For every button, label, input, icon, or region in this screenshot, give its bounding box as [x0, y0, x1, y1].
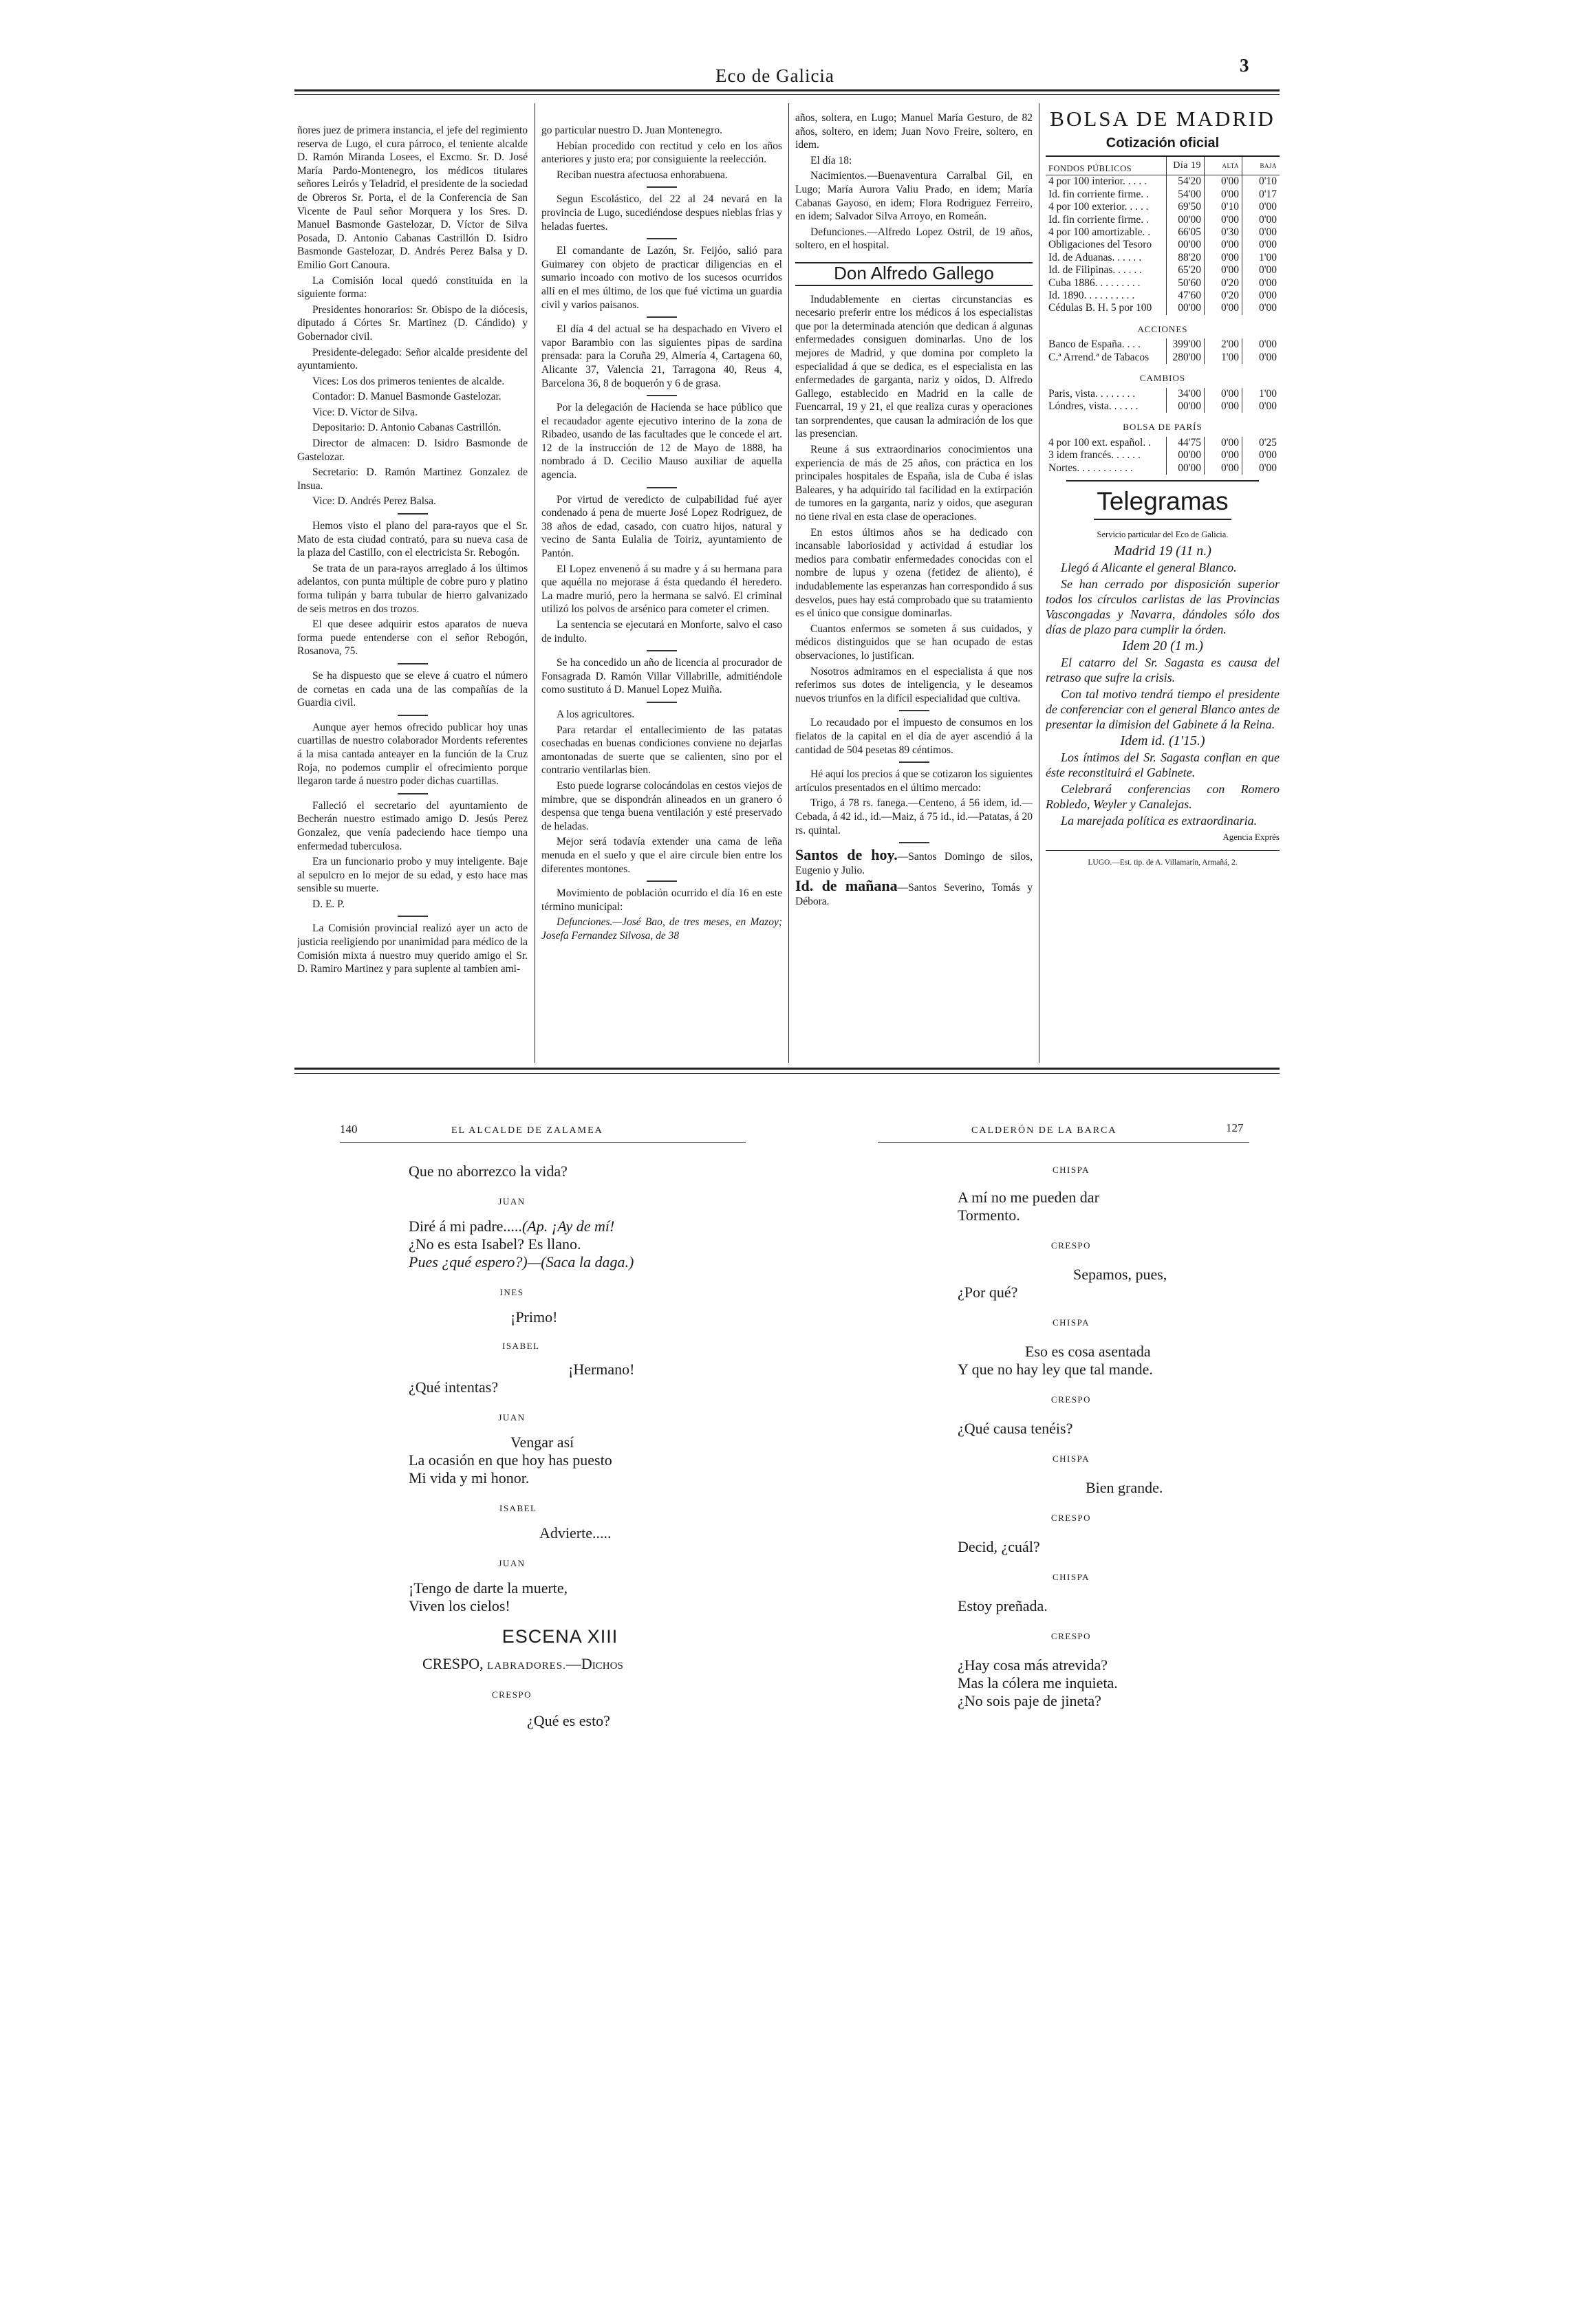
verse-line: ¡Primo!	[510, 1308, 558, 1326]
telegram-dateline: Madrid 19 (11 n.)	[1114, 543, 1211, 559]
news-paragraph: Reciban nuestra afectuosa enhorabuena.	[557, 169, 728, 181]
table-row	[1046, 239, 1280, 251]
news-paragraph: El día 4 del actual se ha despachado en Vivero el vapor Barambio con las siguientes pipas de sardina prensada: para la Coruña 29, Almería 4, Cartagena 60, Alicante 37, Valencia 21, Tarragona 40, Reus 4, Barcelona 36, 8 de boquerón y 6 de grasa.	[541, 323, 782, 389]
cast-name: LABRADORES.	[487, 1661, 566, 1672]
row-value: 0'20	[1205, 290, 1242, 302]
speaker-name: JUAN	[498, 1196, 526, 1207]
row-label: Id. 1890. . . . . . . . . .	[1048, 290, 1135, 302]
table-row	[1046, 175, 1280, 188]
row-value: 0'00	[1242, 264, 1280, 277]
fondos-rows	[1046, 175, 1280, 315]
news-column-4	[1046, 107, 1280, 1059]
news-paragraph: La sentencia se ejecutará en Monforte, salvo el caso de indulto.	[541, 619, 782, 645]
item-separator	[647, 316, 677, 318]
news-paragraph: Reune á sus extraordinarios conocimientos una experiencia de más de 25 años, con práctica en los principales hospitales de España, isla de Cuba é islas Baleares, y ha adquirido tal facilidad en la extirpación de tumores en la garganta, nariz y oidos, que aseguran no tiene rival en esta clase de operaciones.	[795, 444, 1033, 523]
row-value: 0'00	[1242, 226, 1280, 239]
saints-tomorrow-label: Id. de mañana	[795, 877, 898, 895]
verse-line: ¡Hermano!	[568, 1361, 635, 1378]
row-value: 0'00	[1242, 352, 1280, 364]
telegram-dateline: Idem 20 (1 m.)	[1122, 638, 1203, 653]
verse-line: ¿Qué intentas?	[409, 1378, 499, 1396]
col-head: Día 19	[1167, 157, 1205, 175]
news-paragraph: Lo recaudado por el impuesto de consumos en los fielatos de la capital en el día de ayer ascendió á la cantidad de 504 pesetas 89 céntimos.	[795, 717, 1033, 756]
book-page-number: 140	[340, 1123, 358, 1136]
row-value: 00'00	[1167, 449, 1205, 462]
row-value: 0'00	[1205, 302, 1242, 314]
row-label: Cédulas B. H. 5 por 100	[1048, 302, 1152, 314]
table-row	[1046, 252, 1280, 264]
row-label: Id. de Aduanas. . . . . .	[1048, 251, 1142, 263]
row-value: 0'00	[1205, 175, 1242, 188]
news-paragraph: A los agricultores.	[557, 708, 635, 720]
news-paragraph: Movimiento de población ocurrido el día 16 en este término municipal:	[541, 887, 782, 913]
row-value: 66'05	[1167, 226, 1205, 239]
verse-line: Estoy preñada.	[958, 1597, 1048, 1614]
row-value: 54'00	[1167, 188, 1205, 201]
section-rule	[1066, 480, 1259, 482]
table-row	[1046, 214, 1280, 226]
news-paragraph: años, soltera, en Lugo; Manuel María Gesturo, de 82 años, soltero, en idem; Juan Novo Freire, soltero, en idem.	[795, 112, 1033, 151]
telegram-text: El catarro del Sr. Sagasta es causa del retraso que sufre la crisis.	[1046, 655, 1280, 684]
news-paragraph: Era un funcionario probo y muy inteligente. Baje al sepulcro en lo mejor de su edad, y esto hace mas sensible su muerte.	[297, 856, 528, 895]
footer-rule-thin	[294, 1073, 1280, 1074]
speaker-name: CHISPA	[1052, 1453, 1090, 1464]
speaker-name: CRESPO	[491, 1689, 532, 1700]
running-head-rule	[878, 1142, 1249, 1143]
scene-heading: ESCENA XIII	[502, 1626, 618, 1647]
column-rule	[788, 103, 789, 1063]
verse-line: Vengar así	[510, 1434, 574, 1451]
item-separator	[398, 793, 428, 794]
verse-line: Decid, ¿cuál?	[958, 1538, 1040, 1555]
news-paragraph: Presidentes honorarios: Sr. Obispo de la diócesis, diputado á Córtes Sr. Martinez (D. Cándido) y Gobernador civil.	[297, 303, 528, 343]
page-number: 3	[1240, 55, 1249, 76]
news-paragraph: Se trata de un para-rayos arreglado á los últimos adelantos, con punta múltiple de cobre puro y platino forma tulipán y barra tubular de hierro galvanizado de seis metros en dos trozos.	[297, 562, 528, 615]
news-paragraph: Por virtud de veredicto de culpabilidad fué ayer condenado á pena de muerte José Lopez Rodriguez, de 38 años de edad, casado, con cuatro hijos, natural y vecino de Santa Eulalia de Toiriz, ayuntamiento de Pantón.	[541, 493, 782, 560]
news-paragraph: Se ha concedido un año de licencia al procurador de Fonsagrada D. Ramón Villar Villabrille, admitiéndole como sustituto á D. Manuel Lopez Muiña.	[541, 657, 782, 696]
running-head-rule	[340, 1142, 746, 1143]
verse-line: Advierte.....	[539, 1524, 612, 1542]
telegram-text: Se han cerrado por disposición superior todos los círculos carlistas de las Provincias Vascongadas y Navarra, dándoles sólo dos días de plazo para cumplir la órden.	[1046, 576, 1280, 636]
table-header-row	[1046, 157, 1280, 175]
item-separator	[398, 715, 428, 716]
verse-line: ¿No es esta Isabel? Es llano.	[409, 1235, 581, 1253]
item-separator	[899, 710, 929, 711]
row-value: 54'20	[1167, 175, 1205, 188]
paris-rows	[1046, 437, 1280, 475]
table-row	[1046, 449, 1280, 462]
speaker-name: CRESPO	[1050, 1394, 1092, 1405]
news-paragraph: Falleció el secretario del ayuntamiento de Becherán nuestro estimado amigo D. Jesús Perez Gonzalez, que venía padeciendo hace tiempo una enfermedad tuberculosa.	[297, 799, 528, 852]
row-value: 399'00	[1167, 338, 1205, 351]
telegram-text: Los íntimos del Sr. Sagasta confian en que éste reconstituirá el Gabinete.	[1046, 750, 1280, 779]
speaker-name: JUAN	[498, 1412, 526, 1423]
row-value: 0'10	[1205, 201, 1242, 213]
news-paragraph: Mejor será todavía extender una cama de leña menuda en el suelo y que el aire circule bien entre los diferentes montones.	[541, 836, 782, 875]
news-paragraph: Hé aquí los precios á que se cotizaron los siguientes artículos presentados en el último mercado:	[795, 768, 1033, 794]
row-value: 34'00	[1167, 388, 1205, 400]
news-paragraph: En estos últimos años se ha dedicado con incansable laboriosidad y actividad á estudiar los medios para combatir enfermedades conocidas con el nombre de lupus y ozena (fetidez de aliento), é indudablemente las esperanzas han correspondido á sus desvelos, pues hay está comprobado que su tratamiento es el único que consigue dominarlas.	[795, 526, 1033, 620]
news-paragraph: Para retardar el entallecimiento de las patatas cosechadas en buenas condiciones conviene no dejarlas amontonadas de suerte que se calienten, sino por el contrario ventilarlas bien.	[541, 724, 782, 777]
speaker-name: INES	[499, 1287, 524, 1297]
row-value: 0'00	[1205, 400, 1242, 413]
news-paragraph: Vices: Los dos primeros tenientes de alcalde.	[312, 375, 505, 387]
row-value: 0'00	[1242, 449, 1280, 462]
row-value: 0'00	[1205, 188, 1242, 201]
verse-line: ¡Tengo de darte la muerte,	[409, 1579, 568, 1597]
row-label: Id. fin corriente firme. .	[1048, 213, 1149, 226]
table-row	[1046, 437, 1280, 449]
item-separator	[647, 880, 677, 882]
news-paragraph: Defunciones.—Alfredo Lopez Ostril, de 19 años, soltero, en el hospital.	[795, 226, 1033, 252]
col-head: FONDOS PÚBLICOS	[1048, 164, 1132, 173]
imprint: LUGO.—Est. tip. de A. Villamarín, Armañá, 2.	[1088, 858, 1238, 867]
stage-direction: (Ap. ¡Ay de mí!	[521, 1218, 615, 1235]
row-label: C.ª Arrend.ª de Tabacos	[1048, 351, 1150, 363]
row-value: 0'00	[1242, 462, 1280, 475]
saints-today-label: Santos de hoy.	[795, 846, 898, 864]
row-value: 88'20	[1167, 252, 1205, 264]
cast-line	[409, 1655, 766, 1675]
row-value: 0'00	[1242, 302, 1280, 314]
play-dialogue-left	[409, 1163, 766, 1730]
row-label: Cuba 1886. . . . . . . . .	[1048, 277, 1141, 289]
news-paragraph: Depositario: D. Antonio Cabanas Castrillón.	[312, 422, 502, 434]
news-paragraph: Secretario: D. Ramón Martinez Gonzalez de Insua.	[297, 466, 528, 492]
verse-text: Diré á mi padre.....	[409, 1218, 522, 1235]
item-separator	[647, 702, 677, 703]
row-value: 0'00	[1242, 277, 1280, 290]
speaker-name: CHISPA	[1052, 1165, 1090, 1175]
row-label: Id. de Filipinas. . . . . .	[1048, 264, 1143, 277]
row-value: 69'50	[1167, 201, 1205, 213]
row-value: 2'00	[1205, 338, 1242, 351]
verse-line: ¿No sois paje de jineta?	[958, 1692, 1101, 1709]
advert-heading: Don Alfredo Gallego	[795, 262, 1033, 286]
telegramas	[1046, 487, 1280, 870]
news-paragraph: D. E. P.	[312, 898, 345, 910]
row-value: 0'00	[1205, 462, 1242, 475]
row-label: Obligaciones del Tesoro	[1048, 239, 1152, 251]
verse-line: Viven los cielos!	[409, 1597, 510, 1614]
news-column-3	[795, 111, 1033, 1059]
table-section-row	[1046, 315, 1280, 338]
item-separator	[398, 663, 428, 664]
row-value: 00'00	[1167, 462, 1205, 475]
news-paragraph: Contador: D. Manuel Basmonde Gastelozar.	[312, 391, 502, 403]
row-value: 0'17	[1242, 188, 1280, 201]
news-paragraph: La Comisión provincial realizó ayer un acto de justicia reeligiendo por unanimidad para médico de la Comisión mixta á nuestro muy querido amigo el Sr. D. Ramiro Martinez y para suplente al tambien ami-	[297, 922, 528, 975]
col-head: BAJA	[1242, 157, 1280, 175]
item-separator	[647, 186, 677, 188]
news-paragraph: Se ha dispuesto que se eleve á cuatro el número de cornetas en cada una de las compañías de la Guardia civil.	[297, 669, 528, 709]
item-separator	[398, 916, 428, 917]
row-value: 0'30	[1205, 226, 1242, 239]
table-row	[1046, 264, 1280, 277]
verse-line: Sepamos, pues,	[1073, 1266, 1167, 1283]
news-column-1	[297, 124, 528, 1059]
section-label: BOLSA DE PARÍS	[1123, 422, 1203, 433]
row-value: 0'25	[1242, 437, 1280, 449]
telegram-agency: Agencia Exprés	[1222, 831, 1280, 842]
section-label: CAMBIOS	[1139, 373, 1186, 384]
row-label: 4 por 100 exterior. . . . .	[1048, 201, 1149, 213]
running-head: CALDERÓN DE LA BARCA	[971, 1125, 1117, 1136]
news-paragraph: Por la delegación de Hacienda se hace público que el recaudador agente ejecutivo interino de la zona de Ribadeo, usando de las facultades que le concede el art. 12 de la instrucción de 12 de Mayo de 1888, ha nombrado á D. Cecilio Mauso auxiliar de aquella agencia.	[541, 402, 782, 482]
bolsa-subtitle: Cotización oficial	[1106, 136, 1220, 151]
row-value: 1'00	[1205, 352, 1242, 364]
news-paragraph: El comandante de Lazón, Sr. Feijóo, salió para Guimarey con objeto de practicar diligencias en el sumario incoado con motivo de los sucesos ocurridos allí en el mes último, de los que fué víctima un guardia civil y varios paisanos.	[541, 245, 782, 311]
news-paragraph: Nosotros admiramos en el especialista á que nos referimos sus dotes de inteligencia, y le deseamos nuevos triunfos en la difícil especialidad que cultiva.	[795, 665, 1033, 704]
news-paragraph: Esto puede lograrse colocándolas en cestos viejos de mimbre, que se dispondrán alineados en un granero ó despensa que tenga buena ventilación y esté preservado de heladas.	[541, 779, 782, 832]
row-value: 0'10	[1242, 175, 1280, 188]
telegram-text: Con tal motivo tendrá tiempo el presidente de conferenciar con el general Blanco antes de presentar la dimision del Gabinete á la Reina.	[1046, 686, 1280, 731]
news-paragraph: Indudablemente en ciertas circunstancias es necesario preferir entre los médicos á los especialistas que por la determinada atención que dedican á algunas enfermedades consiguen dominarlas. Uno de los mejores de Madrid, y que domina por completo la especialidad á que se dedica, es el especialista en las enfermedades de garganta, nariz y oidos, D. Alfredo Gallego, establecido en Madrid en la calle de Fuencarral, 19 y 21, el que realiza curas y operaciones tan sorprendentes, que causan la admiración de los que las presencian.	[795, 293, 1033, 440]
verse-line: ¿Hay cosa más atrevida?	[958, 1656, 1108, 1674]
row-label: Banco de España. . . .	[1048, 338, 1141, 351]
play-dialogue-right	[958, 1161, 1253, 1710]
news-paragraph: El día 18:	[810, 154, 852, 166]
item-separator	[647, 487, 677, 488]
row-value: 0'00	[1242, 201, 1280, 213]
row-value: 0'00	[1242, 214, 1280, 226]
verse-line	[409, 1218, 766, 1235]
footer-rule	[294, 1068, 1280, 1070]
speaker-name: CRESPO	[1050, 1631, 1092, 1641]
news-paragraph: El Lopez envenenó á su madre y á su hermana para que aquélla no mejorase á ésta quedando él heredero. La madre murió, pero la hermana se salvó. El criminal utilizó los polvos de arsénico para cometer el crimen.	[541, 563, 782, 616]
row-value: 0'00	[1205, 437, 1242, 449]
verse-line: La ocasión en que hoy has puesto	[409, 1451, 612, 1469]
col-head: ALTA	[1205, 157, 1242, 175]
row-value: 0'00	[1205, 264, 1242, 277]
table-row	[1046, 352, 1280, 364]
news-paragraph: go particular nuestro D. Juan Montenegro.	[541, 125, 723, 136]
news-paragraph: Director de almacen: D. Isidro Basmonde de Gastelozar.	[297, 437, 528, 463]
row-value: 0'00	[1242, 239, 1280, 251]
row-label: 4 por 100 interior. . . . .	[1048, 175, 1147, 188]
table-row	[1046, 462, 1280, 475]
row-value: 1'00	[1242, 388, 1280, 400]
news-paragraph: Presidente-delegado: Señor alcalde presidente del ayuntamiento.	[297, 346, 528, 372]
verse-line: Bien grande.	[1086, 1479, 1163, 1496]
row-label: Nortes. . . . . . . . . . .	[1048, 462, 1133, 474]
cambios-rows	[1046, 388, 1280, 413]
verse-line: Pues ¿qué espero?)—(Saca la daga.)	[409, 1253, 634, 1271]
news-paragraph: Defunciones.—José Bao, de tres meses, en Mazoy; Josefa Fernandez Silvosa, de 38	[541, 916, 782, 942]
table-row	[1046, 338, 1280, 351]
news-paragraph: Cuantos enfermos se someten á sus cuidados, y médicos distinguidos que se han ocupado de estas observaciones, lo justifican.	[795, 623, 1033, 662]
table-row	[1046, 302, 1280, 314]
row-label: 4 por 100 ext. español. .	[1048, 436, 1151, 448]
header-rule	[294, 89, 1280, 91]
row-label: 4 por 100 amortizable. .	[1048, 226, 1151, 239]
row-value: 0'00	[1205, 388, 1242, 400]
news-column-2	[541, 124, 782, 1059]
row-value: 00'00	[1167, 214, 1205, 226]
speaker-name: CRESPO	[1050, 1240, 1092, 1251]
verse-line: Eso es cosa asentada	[1025, 1343, 1151, 1360]
telegram-dateline: Idem id. (1'15.)	[1120, 733, 1205, 748]
news-paragraph: Trigo, á 78 rs. fanega.—Centeno, á 56 idem, id.—Cebada, á 42 id., id.—Maiz, á 75 id., id.—Patatas, á 20 rs. quintal.	[795, 797, 1033, 836]
row-label: Paris, vista. . . . . . . .	[1048, 387, 1136, 400]
news-paragraph: La Comisión local quedó constituida en la siguiente forma:	[297, 274, 528, 301]
speaker-name: ISABEL	[499, 1503, 537, 1513]
table-row	[1046, 388, 1280, 400]
verse-line: Mi vida y mi honor.	[409, 1469, 530, 1486]
title-rule	[1094, 519, 1231, 520]
section-label: ACCIONES	[1137, 323, 1188, 334]
acciones-rows	[1046, 338, 1280, 364]
saints-tomorrow	[795, 879, 1033, 908]
verse-line: A mí no me pueden dar	[958, 1189, 1099, 1206]
row-value: 50'60	[1167, 277, 1205, 290]
row-value: 65'20	[1167, 264, 1205, 277]
verse-line: ¿Por qué?	[958, 1284, 1018, 1301]
header-rule-thin	[294, 94, 1280, 95]
verse-line: Que no aborrezco la vida?	[409, 1163, 568, 1180]
table-row	[1046, 277, 1280, 290]
saints-tomorrow-text: —Santos Severino, Tomás y Débora.	[795, 882, 1033, 907]
table-row	[1046, 290, 1280, 302]
item-separator	[647, 650, 677, 651]
row-label: Id. fin corriente firme. .	[1048, 188, 1149, 200]
speaker-name: ISABEL	[502, 1341, 540, 1351]
speaker-name: CHISPA	[1052, 1572, 1090, 1582]
table-row	[1046, 188, 1280, 201]
table-section-row	[1046, 364, 1280, 387]
table-row	[1046, 400, 1280, 413]
row-value: 44'75	[1167, 437, 1205, 449]
cast-name: —Dichos	[565, 1655, 623, 1672]
row-value: 0'00	[1205, 239, 1242, 251]
imprint-rule	[1046, 850, 1280, 851]
speaker-name: JUAN	[498, 1558, 526, 1568]
verse-line: Tormento.	[958, 1207, 1020, 1224]
masthead: Eco de Galicia	[715, 65, 834, 86]
speaker-name: CHISPA	[1052, 1317, 1090, 1328]
row-value: 00'00	[1167, 239, 1205, 251]
news-paragraph: Aunque ayer hemos ofrecido publicar hoy unas cuartillas de nuestro colaborador Mordents referentes á la misa cantada anteayer en la función de la Cruz Roja, no podemos cumplir el ofrecimiento porque llegaron tarde á nuestro poder dichas cuartillas.	[297, 721, 528, 788]
verse-line: Y que no hay ley que tal mande.	[958, 1361, 1153, 1378]
table-row	[1046, 201, 1280, 213]
row-value: 0'00	[1242, 400, 1280, 413]
row-value: 0'00	[1205, 252, 1242, 264]
table-row	[1046, 226, 1280, 239]
saints-today	[795, 848, 1033, 877]
table-section-row	[1046, 413, 1280, 436]
book-page-number: 127	[1226, 1121, 1244, 1134]
news-paragraph: El que desee adquirir estos aparatos de nueva forma puede entenderse con el señor Rebogón, Rosanova, 75.	[297, 618, 528, 658]
speaker-name: CRESPO	[1050, 1513, 1092, 1523]
row-value: 00'00	[1167, 400, 1205, 413]
item-separator	[899, 842, 929, 843]
verse-line: ¿Qué causa tenéis?	[958, 1420, 1073, 1437]
row-label: 3 idem francés. . . . . .	[1048, 449, 1141, 462]
row-value: 280'00	[1167, 352, 1205, 364]
item-separator	[647, 238, 677, 239]
news-paragraph: Vice: D. Víctor de Silva.	[312, 406, 418, 418]
item-separator	[398, 513, 428, 515]
saints-today-text: —Santos Domingo de silos, Eugenio y Julio.	[795, 851, 1033, 876]
row-value: 00'00	[1167, 302, 1205, 314]
row-value: 0'00	[1205, 449, 1242, 462]
news-paragraph: ñores juez de primera instancia, el jefe del regimiento reserva de Lugo, el cura párroco, el teniente alcalde D. Ramón Miranda Losees, el Excmo. Sr. D. José María Pardo-Montenegro, los médicos titulares señores Leirós y Teladrid, el presidente de la sociedad de Obreros Sr. Porta, el de la Conferencia de San Vicente de Paul señor Morquera y los Sres. D. Manuel Basmonde Gastelozar, D. Víctor de Silva Posada, D. Antonio Cabanas Castrillón D. Isidro Basmonde Gastelozar, D. Andrés Perez Balsa y D. Emilio Gort Canoura.	[297, 125, 528, 271]
cast-name: CRESPO,	[422, 1655, 488, 1672]
row-value: 1'00	[1242, 252, 1280, 264]
row-value: 47'60	[1167, 290, 1205, 302]
telegram-text: La marejada política es extraordinaria.	[1061, 813, 1258, 828]
row-value: 0'00	[1205, 214, 1242, 226]
item-separator	[899, 761, 929, 763]
verse-line: ¿Qué es esto?	[527, 1712, 610, 1729]
verse-line: Mas la cólera me inquieta.	[958, 1674, 1118, 1691]
news-paragraph: Hemos visto el plano del para-rayos que el Sr. Mato de esta ciudad contrató, para su nueva casa de la plaza del Castillo, con el electricista Sr. Rebogón.	[297, 520, 528, 559]
telegram-service: Servicio particular del Eco de Galicia.	[1097, 529, 1229, 539]
bolsa-title: BOLSA DE MADRID	[1050, 107, 1275, 131]
running-head: EL ALCALDE DE ZALAMEA	[451, 1125, 603, 1136]
news-paragraph: Vice: D. Andrés Perez Balsa.	[312, 495, 436, 508]
row-value: 0'00	[1242, 290, 1280, 302]
news-paragraph: Nacimientos.—Buenaventura Carralbal Gil, en Lugo; María Aurora Valiu Prado, en idem; María Cabanas Gayoso, en idem; Flora Rodriguez Ferreiro, en idem; Salvador Silva Arroyo, en Romeán.	[795, 170, 1033, 223]
telegram-text: Celebrará conferencias con Romero Robledo, Weyler y Canalejas.	[1046, 781, 1280, 811]
telegram-text: Llegó á Alicante el general Blanco.	[1061, 560, 1237, 574]
news-paragraph: Hebían procedido con rectitud y celo en los años anteriores y justo era; por consiguiente la reelección.	[541, 140, 782, 166]
news-paragraph: Segun Escolástico, del 22 al 24 nevará en la provincia de Lugo, sucediéndose despues nieblas frias y heladas fuertes.	[541, 193, 782, 233]
row-label: Lóndres, vista. . . . . .	[1048, 400, 1139, 412]
item-separator	[647, 395, 677, 396]
telegramas-title: Telegramas	[1097, 486, 1229, 515]
row-value: 0'20	[1205, 277, 1242, 290]
bolsa-table	[1046, 157, 1280, 475]
row-value: 0'00	[1242, 338, 1280, 351]
